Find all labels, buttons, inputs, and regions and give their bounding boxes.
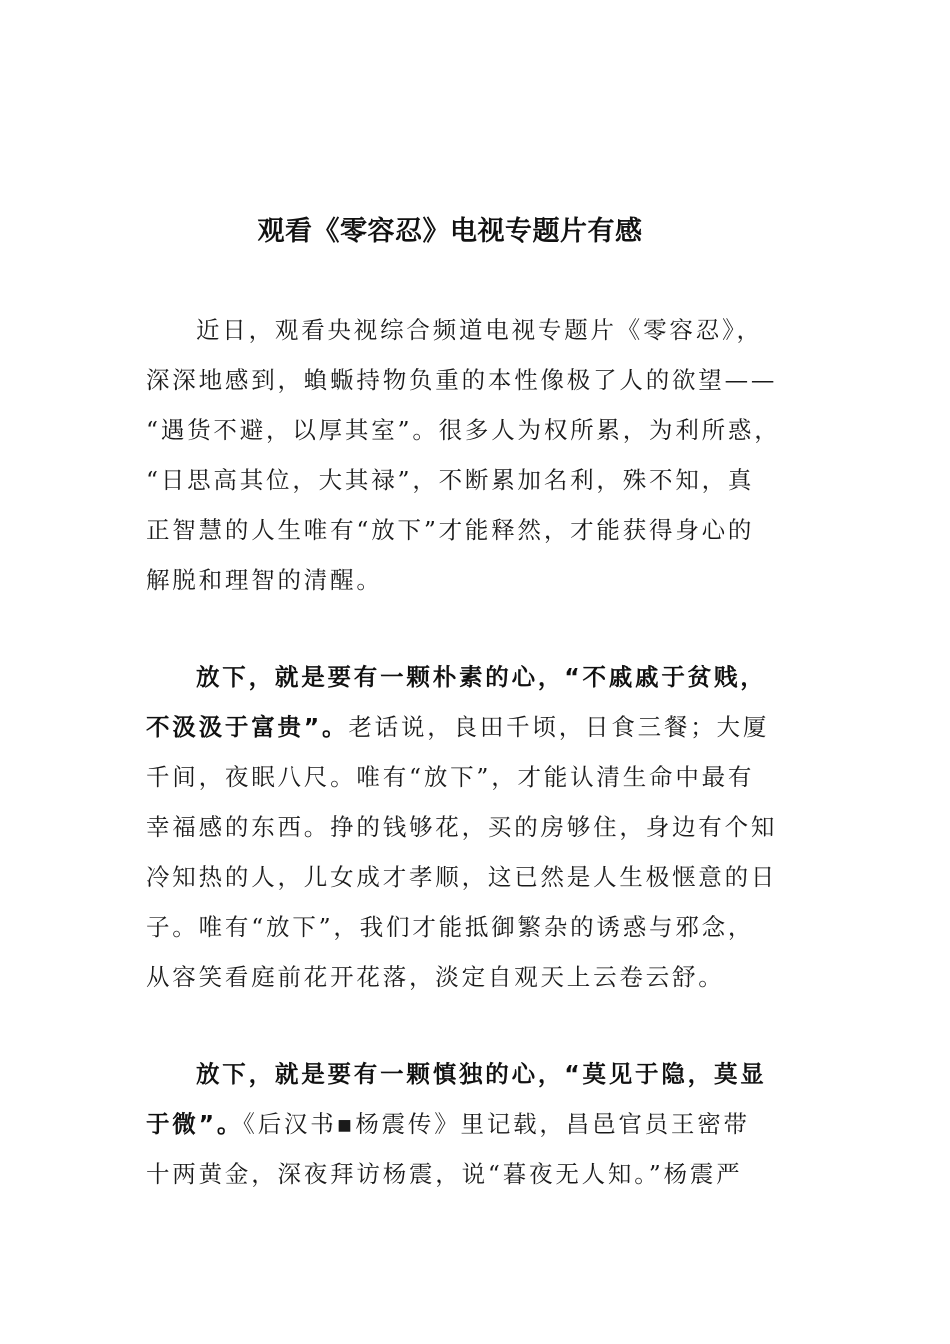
paragraph-1-line-2: 深深地感到，蝜蝂持物负重的本性像极了人的欲望—— <box>146 366 778 394</box>
paragraph-3-heading-end: 于微”。 <box>146 1110 244 1138</box>
paragraph-1-line-1: 近日，观看央视综合频道电视专题片《零容忍》， <box>196 316 763 344</box>
paragraph-2-line-3: 千间，夜眠八尺。唯有“放下”，才能认清生命中最有 <box>146 763 755 791</box>
paragraph-3-line-1 <box>196 1049 767 1099</box>
paragraph-2-heading: 放下，就是要有一颗朴素的心，“不戚戚于贫贱， <box>196 663 767 691</box>
paragraph-3-line-2 <box>146 1099 750 1149</box>
paragraph-2-line-6: 子。唯有“放下”，我们才能抵御繁杂的诱惑与邪念， <box>146 913 755 941</box>
paragraph-2-heading-end: 不汲汲于富贵”。 <box>146 713 349 741</box>
paragraph-2-line-7: 从容笑看庭前花开花落，淡定自观天上云卷云舒。 <box>146 963 725 991</box>
paragraph-2-line-4: 幸福感的东西。挣的钱够花，买的房够住，身边有个知 <box>146 813 778 841</box>
paragraph-2-line-1 <box>196 652 767 702</box>
paragraph-3-line-3: 十两黄金，深夜拜访杨震，说“暮夜无人知。”杨震严 <box>146 1160 743 1188</box>
paragraph-1-line-5: 正智慧的人生唯有“放下”才能释然，才能获得身心的 <box>146 516 755 544</box>
document-title: 观看《零容忍》电视专题片有感 <box>257 216 643 247</box>
paragraph-1-line-4: “日思高其位，大其禄”，不断累加名利，殊不知，真 <box>146 466 755 494</box>
paragraph-3-line-2-text: 《后汉书▪杨震传》里记载，昌邑官员王密带 <box>243 1110 750 1138</box>
paragraph-2-line-5: 冷知热的人，儿女成才孝顺，这已然是人生极惬意的日 <box>146 863 778 891</box>
paragraph-2-line-2 <box>146 702 769 752</box>
paragraph-1-line-3: “遇货不避，以厚其室”。很多人为权所累，为利所惑， <box>146 416 781 444</box>
paragraph-2-line-2-text: 老话说，良田千顷，日食三餐；大厦 <box>348 713 770 741</box>
paragraph-3-heading: 放下，就是要有一颗慎独的心，“莫见于隐，莫显 <box>196 1060 767 1088</box>
paragraph-1-line-6: 解脱和理智的清醒。 <box>146 566 383 594</box>
